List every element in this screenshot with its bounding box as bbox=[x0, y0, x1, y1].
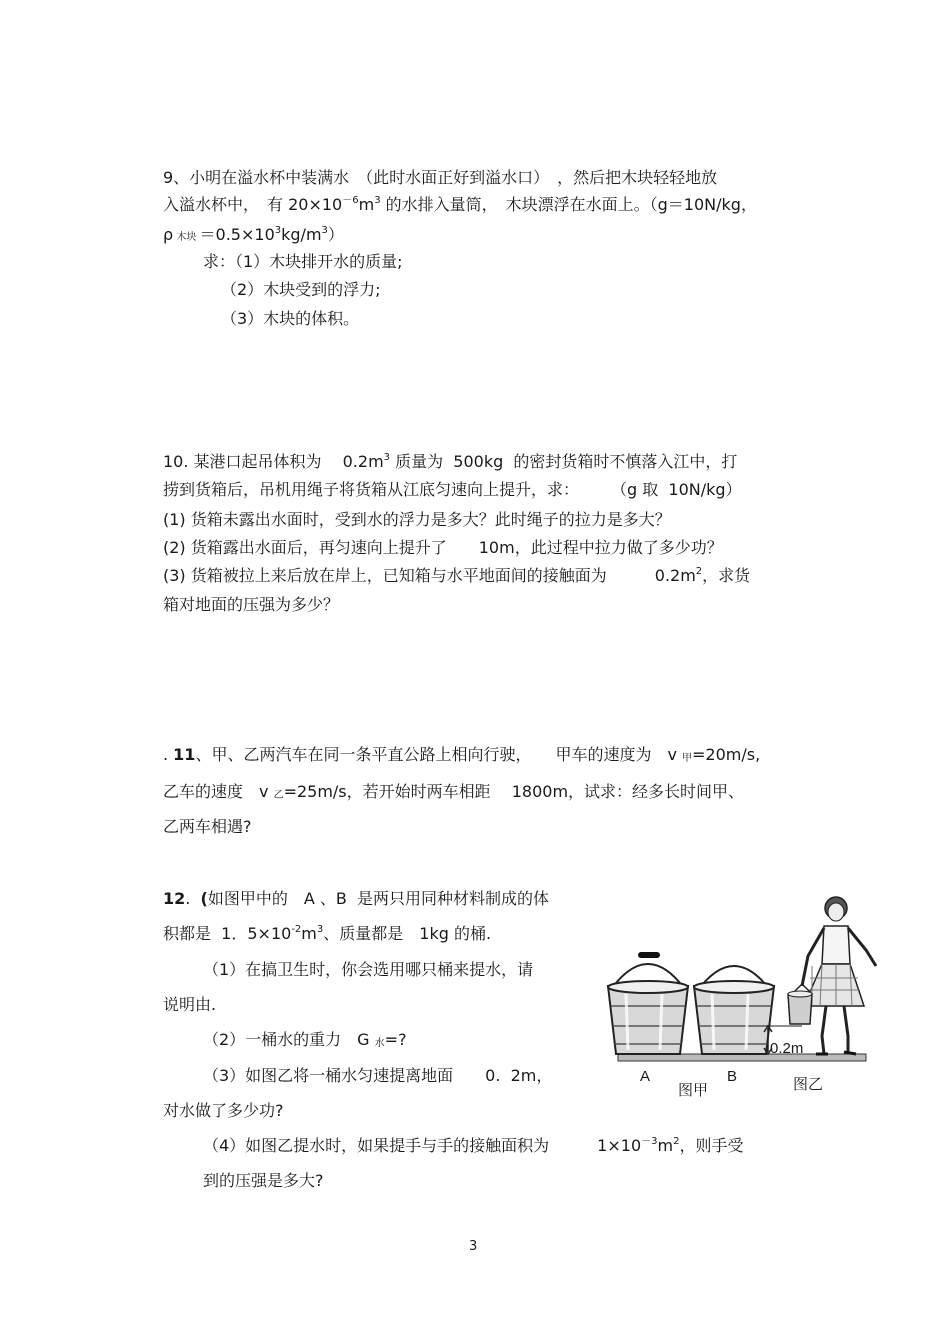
caption-tu-yi: 图乙 bbox=[793, 1076, 824, 1093]
bucket-figure bbox=[598, 886, 898, 1106]
q10-line-3: (1) 货箱未露出水面时，受到水的浮力是多大？此时绳子的拉力是多大？ bbox=[163, 510, 671, 529]
page-number: 3 bbox=[469, 1239, 478, 1254]
q9-line-3: ρ 木块 $=0.5\times 10^3kg/m^3$） bbox=[163, 225, 344, 244]
q10-line-2: 捞到货箱后，吊机用绳子将货箱从江底匀速向上提升，求： （g 取 10N/kg） bbox=[163, 480, 742, 499]
q12-line-7: 对水做了多少功? bbox=[163, 1101, 284, 1120]
q10-line-1: 10. 某港口起吊体积为 $0.2m^3$ 质量为 500kg 的密封货箱时不慎落入江中，打 bbox=[163, 452, 738, 471]
q12-line-4: 说明由. bbox=[163, 995, 217, 1014]
q10-line-6: 箱对地面的压强为多少？ bbox=[163, 595, 340, 614]
q10-line-5: (3) 货箱被拉上来后放在岸上，已知箱与水平地面间的接触面为 $0.2m^2$，求货 bbox=[163, 566, 751, 585]
bucket-b-label: B bbox=[727, 1068, 738, 1085]
woman-carrying-bucket-icon bbox=[788, 897, 876, 1054]
bucket-a-icon bbox=[608, 952, 688, 1054]
q9-line-6: （3）木块的体积。 bbox=[221, 309, 360, 328]
q12-line-5: （2）一桶水的重力 G $_水$=? bbox=[203, 1030, 407, 1049]
q11-line-2: 乙车的速度 v $_乙$=25m/s，若开始时两车相距 1800m，试求：经多长时间甲、 bbox=[163, 782, 745, 801]
q9-line-4: 求：（1）木块排开水的质量; bbox=[203, 252, 403, 271]
caption-tu-jia: 图甲 bbox=[678, 1082, 709, 1099]
q10-line-4: (2) 货箱露出水面后，再匀速向上提升了 10m，此过程中拉力做了多少功？ bbox=[163, 538, 723, 557]
q9-line-2: 入溢水杯中， 有 $20\times 10^{-6}m^3$ 的水排入量筒， 木块漂浮在水面上。（g＝10N/kg， bbox=[163, 195, 757, 214]
q12-line-9: 到的压强是多大? bbox=[203, 1171, 324, 1190]
bucket-b-icon bbox=[694, 966, 774, 1054]
q11-line-3: 乙两车相遇? bbox=[163, 817, 252, 836]
q12-line-2: 积都是 1．$5\times 10^{-2}m^3$、质量都是 1kg 的桶. bbox=[163, 924, 492, 943]
q9-line-1: 9、小明在溢水杯中装满水 （此时水面正好到溢水口） ，然后把木块轻轻地放 bbox=[163, 168, 718, 187]
q9-line-5: （2）木块受到的浮力; bbox=[221, 280, 381, 299]
q12-line-8: （4）如图乙提水时，如果提手与手的接触面积为 $1\times 10^{-3}m^2$，则手受 bbox=[203, 1136, 744, 1155]
q12-line-1: 12. (如图甲中的 A 、B 是两只用同种材料制成的体 bbox=[163, 889, 550, 908]
bucket-a-label: A bbox=[640, 1068, 651, 1085]
q11-line-1: . 11、甲、乙两汽车在同一条平直公路上相向行驶， 甲车的速度为 v $_甲$=20m/s, bbox=[163, 745, 761, 764]
q12-line-6: （3）如图乙将一桶水匀速提离地面 0. 2m， bbox=[203, 1066, 553, 1085]
height-label: 0.2m bbox=[770, 1040, 804, 1057]
ground bbox=[618, 1054, 866, 1061]
q12-line-3: （1）在搞卫生时，你会选用哪只桶来提水，请 bbox=[203, 960, 534, 979]
